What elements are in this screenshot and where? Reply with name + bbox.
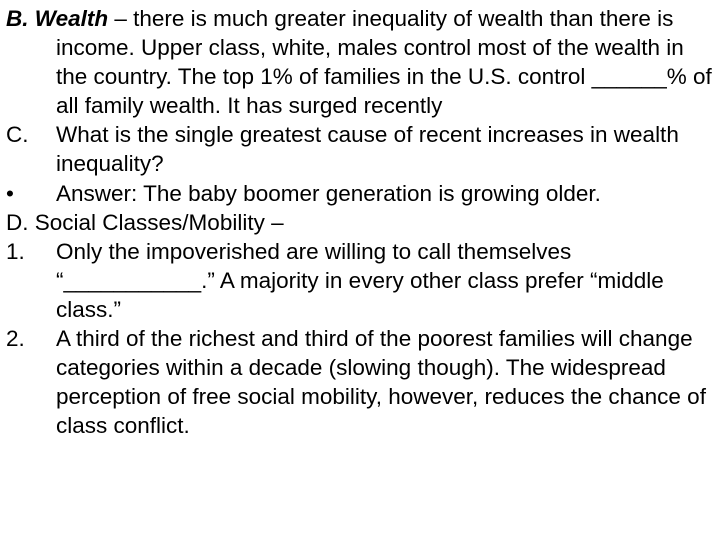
section-c-marker: C. xyxy=(6,122,29,148)
section-b-label: B. Wealth xyxy=(6,6,109,31)
answer-text: Answer: The baby boomer generation is growing older. xyxy=(56,180,601,206)
section-d-text: D. Social Classes/Mobility – xyxy=(6,209,284,235)
answer-bullet xyxy=(6,179,712,208)
bullet-icon: • xyxy=(6,180,14,206)
slide-content xyxy=(6,4,712,440)
point-2-text: A third of the richest and third of the poorest families will change categories within a decade (slowing though). The widespread perception of free social mobility, however, reduces the chance of class conflict. xyxy=(56,326,706,439)
section-c-question xyxy=(6,120,712,178)
point-1 xyxy=(6,237,712,324)
section-d-heading xyxy=(6,208,712,237)
point-2 xyxy=(6,324,712,440)
point-2-marker: 2. xyxy=(6,326,25,352)
point-1-text: Only the impoverished are willing to call themselves “___________.” A majority in every other class prefer “middle class.” xyxy=(56,238,664,322)
section-b-wealth xyxy=(6,4,712,120)
section-b-text: – there is much greater inequality of wealth than there is income. Upper class, white, males control most of the wealth in the country. The top 1% of families in the U.S. control ______% of all family wealth. It has surged recently xyxy=(56,6,712,119)
point-1-marker: 1. xyxy=(6,238,25,264)
section-c-text: What is the single greatest cause of recent increases in wealth inequality? xyxy=(56,122,679,177)
